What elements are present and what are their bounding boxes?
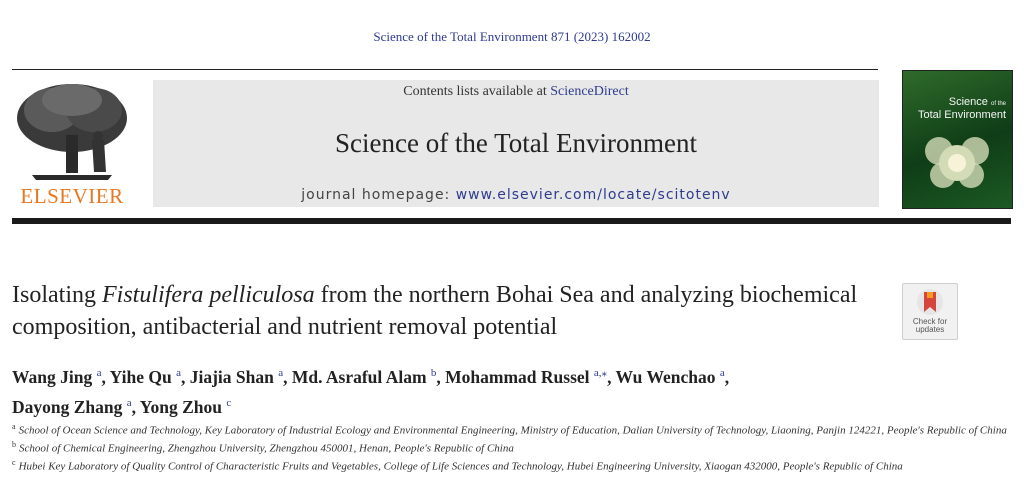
article-title [12, 279, 872, 343]
publisher-wordmark: ELSEVIER [20, 184, 124, 208]
author-separator: , [131, 396, 140, 417]
homepage-link[interactable]: www.elsevier.com/locate/scitotenv [455, 187, 731, 203]
journal-masthead [153, 80, 879, 207]
bookmark-icon [903, 284, 957, 320]
affiliation-key: a [12, 422, 16, 431]
title-part-1: Isolating [12, 282, 102, 308]
author[interactable] [12, 367, 110, 387]
author-separator: , [283, 366, 292, 387]
elsevier-tree-icon [12, 80, 132, 182]
cover-flower-icon [903, 71, 1012, 208]
author-name[interactable]: Md. Asraful Alam [291, 366, 427, 387]
cover-title-line1: Science [948, 96, 988, 108]
sciencedirect-link[interactable]: ScienceDirect [550, 84, 629, 99]
author-name[interactable]: Mohammad Russel [445, 366, 590, 387]
author-affiliation-ref[interactable]: a [176, 367, 181, 379]
affiliation [12, 456, 1012, 474]
check-for-updates-label [903, 318, 957, 334]
journal-cover[interactable] [902, 70, 1013, 209]
affiliation-text: School of Chemical Engineering, Zhengzhou University, Zhengzhou 450001, Henan, People's Republic of China [19, 442, 514, 455]
author-affiliation-ref[interactable]: a [96, 367, 102, 379]
cover-title [918, 97, 1006, 121]
affiliation-key: c [12, 458, 16, 468]
author[interactable] [190, 367, 292, 387]
author-separator: , [724, 366, 730, 387]
author-list [12, 360, 912, 420]
author-separator: , [180, 366, 190, 387]
journal-citation[interactable]: Science of the Total Environment 871 (2023) 162002 [373, 29, 651, 44]
homepage-prefix: journal homepage: [301, 187, 456, 203]
author-affiliation-ref[interactable]: a [126, 396, 132, 409]
affiliation-key: b [12, 440, 16, 450]
author[interactable] [616, 367, 730, 387]
author-name[interactable]: Dayong Zhang [12, 396, 123, 417]
check-for-updates-button[interactable] [902, 283, 958, 340]
author-affiliation-ref[interactable]: a [719, 367, 725, 379]
affiliation-list [12, 420, 1012, 474]
author-separator: , [607, 366, 616, 387]
author[interactable] [140, 397, 231, 417]
journal-homepage [153, 187, 879, 203]
author-name[interactable]: Yong Zhou [139, 396, 222, 417]
contents-line [153, 84, 879, 100]
header-rule [12, 69, 878, 70]
elsevier-logo[interactable] [12, 80, 132, 208]
author-affiliation-ref[interactable]: c [226, 396, 232, 409]
author-name[interactable]: Wu Wenchao [615, 366, 716, 387]
author-separator: , [436, 366, 446, 387]
journal-title: Science of the Total Environment [334, 128, 697, 158]
title-species: Fistulifera pelliculosa [102, 282, 315, 308]
author-affiliation-ref[interactable]: a,⁎ [593, 367, 608, 379]
badge-line-2: updates [915, 325, 945, 334]
badge-line-1: Check for [912, 317, 948, 326]
author-name[interactable]: Yihe Qu [109, 366, 172, 387]
author-affiliation-ref[interactable]: a [278, 367, 284, 379]
author-affiliation-ref[interactable]: b [430, 367, 437, 379]
author[interactable] [292, 367, 445, 387]
author[interactable] [110, 367, 190, 387]
author-name[interactable]: Jiajia Shan [189, 366, 274, 387]
author-name[interactable]: Wang Jing [12, 366, 93, 387]
contents-prefix: Contents lists available at [403, 84, 551, 99]
affiliation-text: School of Ocean Science and Technology, Key Laboratory of Industrial Ecology and Environmental Engineering, Ministry of Education, Dalian University of Technology, Liaoning, Panjin 124221, People's Republic of China [18, 424, 1007, 437]
affiliation [12, 438, 1012, 456]
author[interactable] [445, 367, 615, 387]
author[interactable] [12, 397, 140, 417]
affiliation-text: Hubei Key Laboratory of Quality Control of Characteristic Fruits and Vegetables, College of Life Sciences and Technology, Hubei Engineering University, Xiaogan 432000, People's Republic of China [18, 460, 903, 473]
author-separator: , [101, 366, 110, 387]
cover-title-line2: of the [990, 101, 1006, 107]
affiliation [12, 420, 1012, 438]
cover-title-line3: Total Environment [917, 109, 1006, 121]
masthead-bottom-rule [12, 218, 1011, 224]
title-part-2: from the northern Bohai Sea and analyzing biochemical composition, antibacterial and nutrient removal potential [12, 282, 858, 340]
